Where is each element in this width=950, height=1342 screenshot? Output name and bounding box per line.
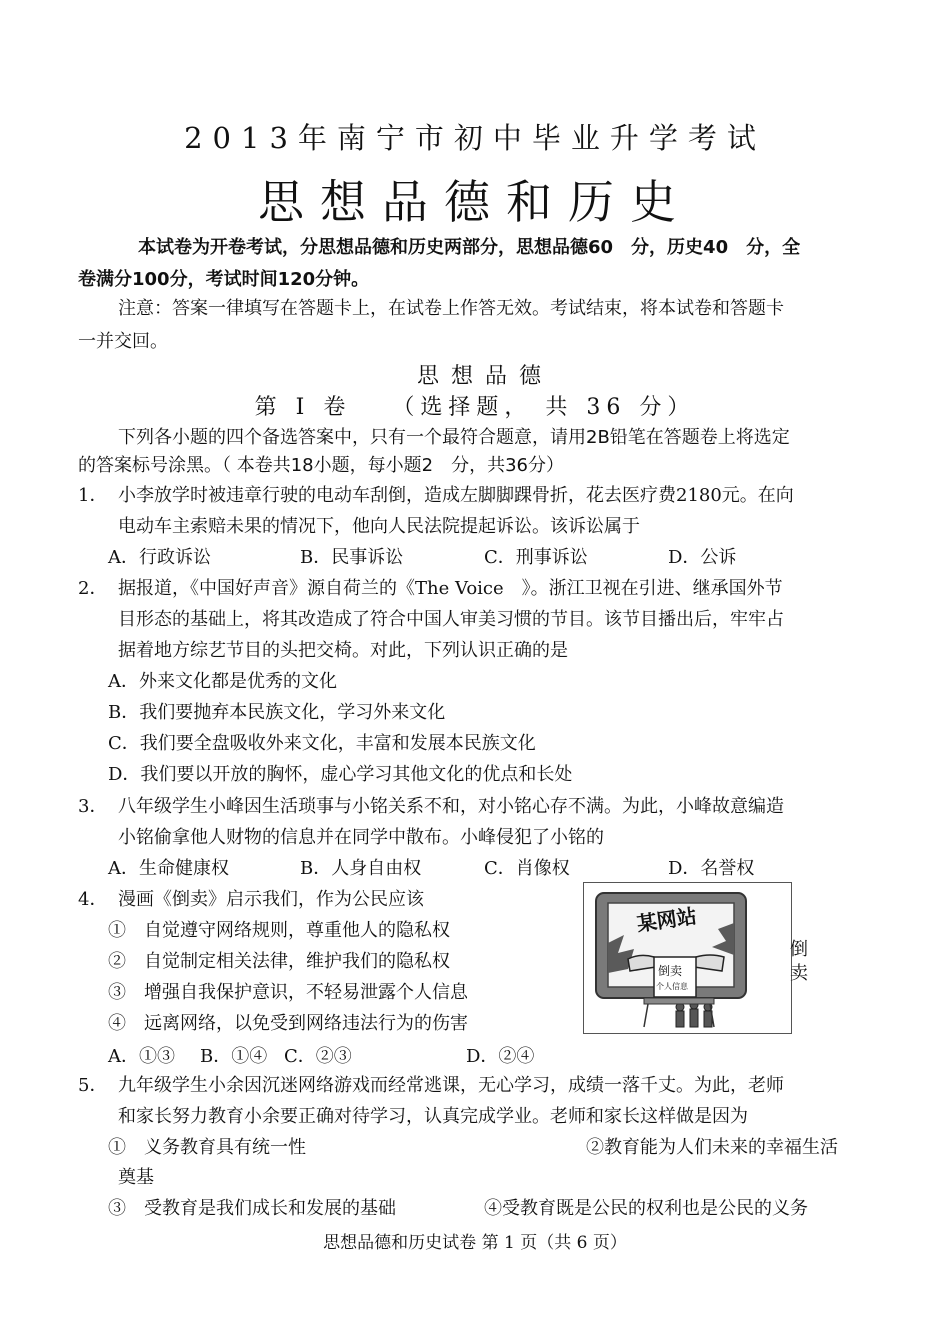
option-d: D．②④ [466, 1046, 535, 1067]
question-number: 5． [78, 1075, 108, 1096]
option-b: B．我们要抛弃本民族文化，学习外来文化 [108, 702, 446, 723]
option-a: A．行政诉讼 [108, 547, 211, 568]
question-text: 据着地方综艺节目的头把交椅。对此，下列认识正确的是 [118, 640, 568, 661]
question-text: 八年级学生小峰因生活琐事与小铭关系不和，对小铭心存不满。为此，小峰故意编造 [118, 796, 784, 817]
section-part: 第 Ⅰ 卷 （选择题， 共 36 分） [254, 395, 696, 420]
option-b: B．①④ [200, 1046, 268, 1067]
question-text: 据报道，《中国好声音》源自荷兰的《The Voice 》。浙江卫视在引进、继承国外节 [118, 578, 783, 599]
question-text: 和家长努力教育小余要正确对待学习，认真完成学业。老师和家长这样做是因为 [118, 1106, 748, 1127]
cartoon-illustration [583, 882, 792, 1034]
cartoon-paper-line-1: 倒卖 [658, 964, 683, 978]
statement-2: ②教育能为人们未来的幸福生活 [586, 1137, 838, 1158]
option-c: C．我们要全盘吸收外来文化，丰富和发展本民族文化 [108, 733, 536, 754]
question-text: 目形态的基础上，将其改造成了符合中国人审美习惯的节目。该节目播出后，牢牢占 [118, 609, 784, 630]
cartoon-drawing [584, 883, 791, 1033]
question-number: 4． [78, 889, 108, 910]
option-d: D．公诉 [668, 547, 737, 568]
statement-1: ① 义务教育具有统一性 [108, 1137, 306, 1158]
option-b: B．人身自由权 [300, 858, 422, 879]
note-line-1: 注意：答案一律填写在答题卡上，在试卷上作答无效。考试结束，将本试卷和答题卡 [118, 298, 784, 319]
note-line-2: 一并交回。 [78, 331, 168, 352]
question-text: 电动车主索赔未果的情况下，他向人民法院提起诉讼。该诉讼属于 [118, 516, 640, 537]
question-text: 小铭偷拿他人财物的信息并在同学中散布。小峰侵犯了小铭的 [118, 827, 604, 848]
option-a: A．外来文化都是优秀的文化 [108, 671, 337, 692]
statement-1: ① 自觉遵守网络规则，尊重他人的隐私权 [108, 920, 450, 941]
question-text: 漫画《倒卖》启示我们，作为公民应该 [118, 889, 424, 910]
option-a: A．①③ [108, 1046, 175, 1067]
statement-2-continued: 奠基 [118, 1167, 154, 1188]
option-c: C．刑事诉讼 [484, 547, 588, 568]
option-a: A．生命健康权 [108, 858, 229, 879]
instruction-line-2: 卷满分100分，考试时间120分钟。 [78, 269, 370, 290]
statement-4: ④受教育既是公民的权利也是公民的义务 [484, 1198, 808, 1219]
statement-4: ④ 远离网络，以免受到网络违法行为的伤害 [108, 1013, 468, 1034]
question-number: 1． [78, 485, 108, 506]
subject-title: 思想品德和历史 [258, 175, 692, 229]
cartoon-caption-1: 倒 [790, 939, 808, 960]
section-desc-1: 下列各小题的四个备选答案中，只有一个最符合题意，请用2B铅笔在答题卷上将选定 [118, 427, 790, 448]
question-text: 九年级学生小余因沉迷网络游戏而经常逃课，无心学习，成绩一落千丈。为此，老师 [118, 1075, 784, 1096]
option-b: B．民事诉讼 [300, 547, 404, 568]
option-c: C．②③ [284, 1046, 352, 1067]
cartoon-sign: 某网站 [635, 903, 699, 936]
instruction-line-1: 本试卷为开卷考试，分思想品德和历史两部分，思想品德60 分，历史40 分，全 [138, 237, 801, 258]
option-d: D．名誉权 [668, 858, 755, 879]
section-name: 思想品德 [416, 364, 553, 389]
question-text: 小李放学时被违章行驶的电动车刮倒，造成左脚脚踝骨折，花去医疗费2180元。在向 [118, 485, 794, 506]
statement-2: ② 自觉制定相关法律，维护我们的隐私权 [108, 951, 450, 972]
cartoon-paper-line-2: 个人信息 [656, 982, 688, 991]
question-number: 3． [78, 796, 108, 817]
statement-3: ③ 受教育是我们成长和发展的基础 [108, 1198, 396, 1219]
section-desc-2: 的答案标号涂黑。（ 本卷共18小题，每小题2 分，共36分） [78, 455, 564, 476]
exam-title: 2013年南宁市初中毕业升学考试 [184, 121, 766, 155]
cartoon-caption-2: 卖 [790, 963, 808, 984]
option-d: D．我们要以开放的胸怀，虚心学习其他文化的优点和长处 [108, 764, 573, 785]
question-number: 2． [78, 578, 108, 599]
page-footer: 思想品德和历史试卷 第 1 页（共 6 页） [323, 1233, 627, 1253]
option-c: C．肖像权 [484, 858, 570, 879]
statement-3: ③ 增强自我保护意识，不轻易泄露个人信息 [108, 982, 468, 1003]
